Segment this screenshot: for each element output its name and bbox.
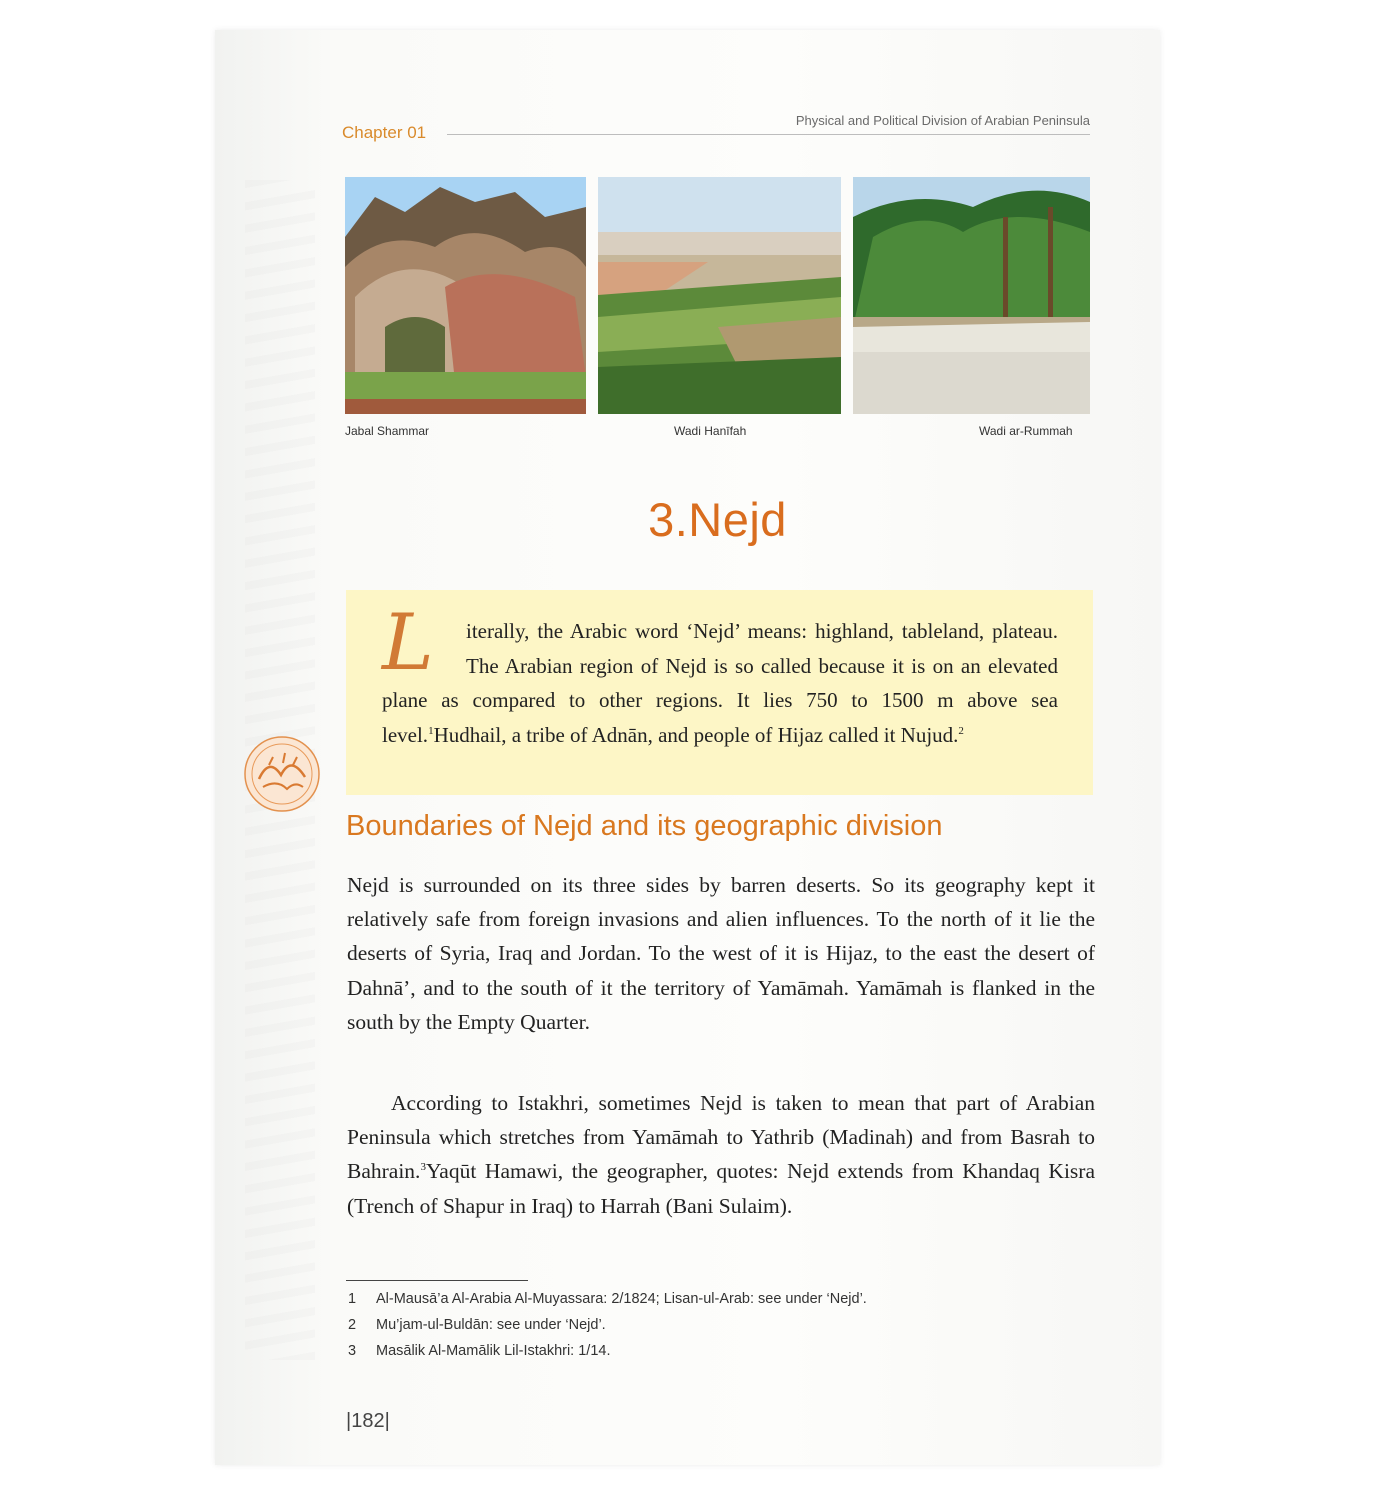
photo-wadi-hanifah [598, 177, 841, 414]
footnote: 2 Mu’jam-ul-Buldān: see under ‘Nejd’. [348, 1317, 606, 1333]
footnote-ref[interactable]: 3 [420, 1161, 426, 1174]
section-heading: Boundaries of Nejd and its geographic division [346, 810, 943, 842]
drop-cap: L [382, 598, 434, 688]
intro-highlight-box [346, 590, 1093, 795]
footnote-ref[interactable]: 1 [428, 724, 434, 737]
photo-caption: Wadi Hanīfah [674, 424, 747, 438]
photo-caption: Jabal Shammar [345, 424, 430, 438]
footnote-rule [346, 1280, 528, 1281]
body-paragraph: According to Istakhri, sometimes Nejd is taken to mean that part of Arabian Peninsula which stretches from Yamāmah to Yathrib (Madinah) and from Basrah to Bahrain.$^3$Yaqūt Hamawi, the geographer, quotes: Nejd extends from Khandaq Kisra (Trench of Shapur in Iraq) to Harrah (Bani Sulaim). [347, 1091, 1095, 1218]
book-page [215, 30, 1160, 1465]
photo-wadi-ar-rummah [853, 177, 1090, 414]
chapter-section-title: 3.Nejd [648, 493, 787, 546]
footnotes [348, 1291, 867, 1369]
page-number: |182| [346, 1410, 390, 1432]
footnote-ref[interactable]: 2 [958, 724, 964, 737]
running-head: Physical and Political Division of Arabian Peninsula [795, 113, 1090, 128]
photo-caption: Wadi ar-Rummah [979, 424, 1073, 438]
footnote: 3 Masālik Al-Mamālik Lil-Istakhri: 1/14. [348, 1343, 611, 1359]
footnote: 1 Al-Mausā’a Al-Arabia Al-Muyassara: 2/1824; Lisan-ul-Arab: see under ‘Nejd’. [348, 1291, 867, 1307]
calligraphy-seal-icon [243, 735, 321, 813]
body-paragraph: Nejd is surrounded on its three sides by barren deserts. So its geography kept it relatively safe from foreign invasions and alien influences. To the north of it lie the deserts of Syria, Iraq and Jordan. To the west of it is Hijaz, to the east the desert of Dahnā’, and to the south of it the territory of Yamāmah. Yamāmah is flanked in the south by the Empty Quarter. [347, 873, 1095, 1034]
photo-jabal-shammar [345, 177, 586, 414]
chapter-label: Chapter 01 [342, 123, 427, 142]
intro-paragraph: iterally, the Arabic word ‘Nejd’ means: highland, tableland, plateau. The Arabian region of Nejd is so called because it is on an elevated plane as compared to other regions. It lies 750 to 1500 m above sea level.$^1$Hudhail, a tribe of Adnān, and people of Hijaz called it Nujud.$^2$ [382, 619, 1058, 747]
header-rule [447, 134, 1090, 135]
